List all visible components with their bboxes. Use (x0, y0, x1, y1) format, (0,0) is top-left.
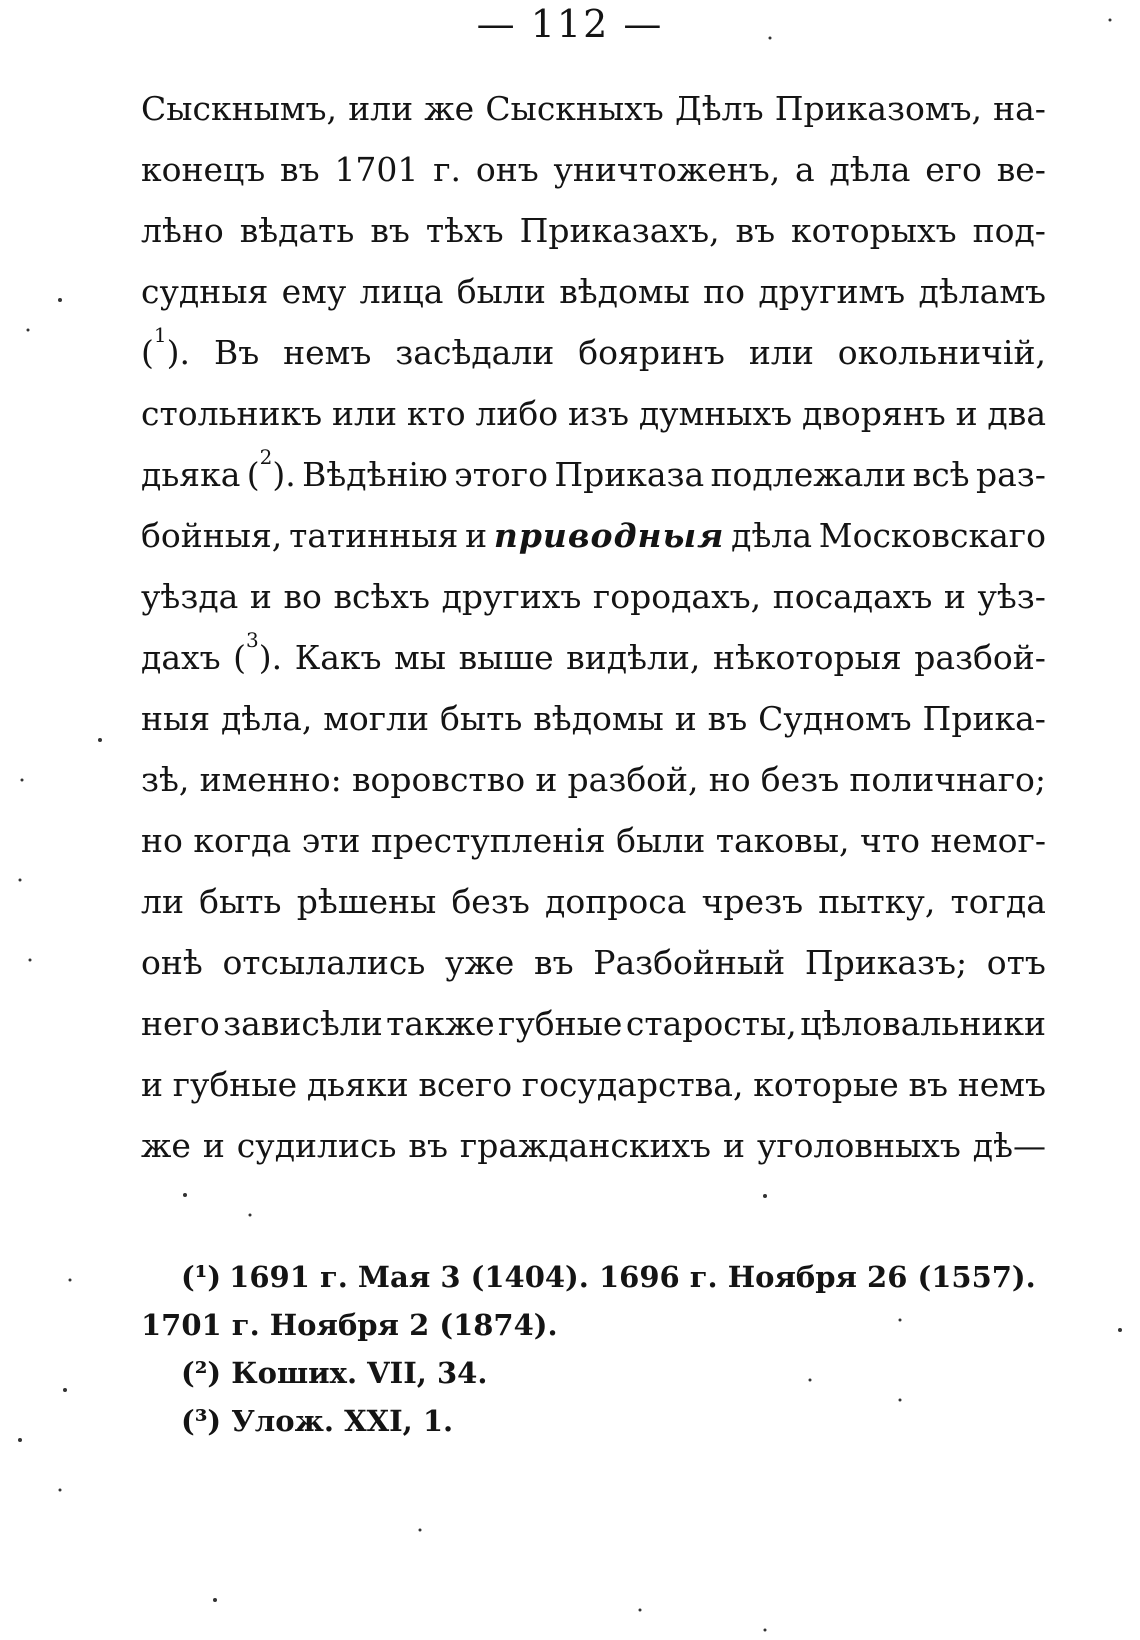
footnote-2-marker: (²) (181, 1356, 222, 1390)
footnote-ref: 3 (246, 628, 259, 652)
word: отъ (986, 943, 1046, 982)
word: и (202, 1126, 225, 1165)
word: Въ (213, 333, 260, 372)
word: же (424, 89, 475, 128)
footnote-1-marker: (¹) (181, 1260, 222, 1294)
text-line (141, 322, 1046, 383)
word: ($^1$). (141, 323, 190, 372)
word: ли (141, 882, 184, 921)
word: онъ (475, 150, 539, 189)
word: въ (280, 150, 320, 189)
word: губные (172, 1065, 298, 1104)
word: по (703, 272, 745, 311)
page-number: — 112 — (476, 2, 664, 46)
word: два (987, 394, 1046, 433)
word: дьяка (141, 455, 241, 494)
word: Московскаго (818, 516, 1046, 555)
word: ныя (141, 699, 211, 738)
word: Дѣлъ (674, 89, 764, 128)
word: кто (406, 394, 466, 433)
word: Приказа (554, 455, 705, 494)
word: и (955, 394, 978, 433)
word: были (456, 272, 546, 311)
word: Сыскнымъ, (141, 89, 338, 128)
footnote-1 (141, 1253, 1046, 1349)
footnote-3-text: Улож. XXI, 1. (231, 1404, 454, 1438)
word: под- (972, 211, 1046, 250)
word: Судномъ (758, 699, 912, 738)
word: быть (439, 699, 523, 738)
word: на- (993, 89, 1046, 128)
word: а (795, 150, 815, 189)
word: допроса (545, 882, 687, 921)
text-line (141, 993, 1046, 1054)
word: дѣла, (220, 699, 313, 738)
word: пытку, (818, 882, 936, 921)
word: либо (475, 394, 559, 433)
text-line (141, 505, 1046, 566)
word: безъ (451, 882, 530, 921)
word: рѣшены (296, 882, 437, 921)
word: выше (458, 638, 554, 677)
word: и (465, 516, 488, 555)
word: судились (236, 1126, 397, 1165)
word: Приказахъ, (519, 211, 720, 250)
footnote-2-text: Коших. VII, 34. (231, 1356, 488, 1390)
text-line (141, 871, 1046, 932)
word: дѣ— (972, 1126, 1046, 1165)
word: конецъ (141, 150, 266, 189)
word: ве- (996, 150, 1046, 189)
word: дѣла (829, 150, 911, 189)
footnote-3-marker: (³) (181, 1404, 222, 1438)
word: засѣдали (395, 333, 555, 372)
word: могли (323, 699, 430, 738)
text-line (141, 261, 1046, 322)
word: всего (418, 1065, 513, 1104)
word: дѣламъ (918, 272, 1046, 311)
text-line (141, 444, 1046, 505)
word: губные (498, 1004, 623, 1043)
word: вѣдомы (559, 272, 690, 311)
word: но (141, 821, 183, 860)
word: разбой- (914, 638, 1046, 677)
word: старосты, (625, 1004, 797, 1043)
word: тѣхъ (425, 211, 504, 250)
word: дьяки (306, 1065, 409, 1104)
word: во (283, 577, 322, 616)
word: или (332, 394, 397, 433)
word: окольничій, (837, 333, 1046, 372)
word: также (386, 1004, 495, 1043)
footnote-2 (141, 1349, 1046, 1397)
word: думныхъ (638, 394, 793, 433)
text-line (141, 383, 1046, 444)
footnote-1-text: 1691 г. Мая 3 (1404). 1696 г. Ноября 26 (1557). (229, 1260, 1036, 1294)
footnote-ref: 1 (153, 323, 167, 347)
word: дахъ (141, 638, 221, 677)
word: таковы, (715, 821, 850, 860)
word: этого (454, 455, 548, 494)
text-line (141, 200, 1046, 261)
word: дѣла (731, 516, 813, 555)
word: подлежали (710, 455, 907, 494)
word: раз- (975, 455, 1046, 494)
word: городахъ, (592, 577, 762, 616)
word: или (748, 333, 814, 372)
word: другихъ (441, 577, 582, 616)
word: бойныя, (141, 516, 283, 555)
word: него (141, 1004, 220, 1043)
word: въ (707, 699, 748, 738)
text-line (141, 932, 1046, 993)
word: немъ (283, 333, 372, 372)
footnote-1-continuation: 1701 г. Ноября 2 (1874). (141, 1308, 558, 1342)
word: уѣз- (977, 577, 1046, 616)
text-line (141, 1054, 1046, 1115)
word: немог- (930, 821, 1046, 860)
word: и (141, 1065, 163, 1104)
word: въ (735, 211, 776, 250)
word: въ (408, 1126, 448, 1165)
word: зѣ, (141, 760, 190, 799)
word: которые (753, 1065, 899, 1104)
word: зависѣли (223, 1004, 383, 1043)
word: цѣловальники (800, 1004, 1046, 1043)
footnotes (141, 1253, 1046, 1445)
word: же (141, 1126, 191, 1165)
word: его (925, 150, 982, 189)
word: которыхъ (791, 211, 957, 250)
word: ($^2$). (246, 445, 296, 494)
word: когда (193, 821, 292, 860)
word: уже (445, 943, 515, 982)
word: разбой, (567, 760, 699, 799)
word: именно: (199, 760, 342, 799)
text-line (141, 1115, 1046, 1176)
word: посадахъ (772, 577, 933, 616)
text-line (141, 749, 1046, 810)
word: эти (301, 821, 361, 860)
word: въ (908, 1065, 949, 1104)
word: дворянъ (802, 394, 946, 433)
text-line (141, 688, 1046, 749)
word: Приказъ; (804, 943, 968, 982)
word: всѣхъ (333, 577, 431, 616)
word: Сыскныхъ (485, 89, 664, 128)
word: мы (394, 638, 447, 677)
word: и (249, 577, 272, 616)
word: воровство (351, 760, 526, 799)
word: что (860, 821, 920, 860)
word: гражданскихъ (459, 1126, 712, 1165)
word: лѣно (141, 211, 224, 250)
word: приводныя (493, 516, 725, 555)
word: преступленія (370, 821, 606, 860)
word: судныя (141, 272, 269, 311)
word: Приказомъ, (774, 89, 982, 128)
word: 1701 (334, 150, 419, 189)
word: г. (433, 150, 462, 189)
word: Прика- (922, 699, 1046, 738)
text-line (141, 78, 1046, 139)
text-line (141, 810, 1046, 871)
word: онѣ (141, 943, 203, 982)
word: государства, (521, 1065, 744, 1104)
word: видѣли, (566, 638, 701, 677)
footnote-ref: 2 (259, 445, 273, 469)
footnote-3 (141, 1397, 1046, 1445)
word: бояринъ (578, 333, 725, 372)
word: ему (281, 272, 347, 311)
word: другимъ (758, 272, 906, 311)
text-line (141, 566, 1046, 627)
text-line (141, 627, 1046, 688)
word: безъ (760, 760, 840, 799)
word: были (616, 821, 706, 860)
word: татинныя (289, 516, 459, 555)
word: и (535, 760, 558, 799)
word: Вѣдѣнію (302, 455, 448, 494)
word: всѣ (912, 455, 970, 494)
word: и (674, 699, 697, 738)
text-line (141, 139, 1046, 200)
word: быть (199, 882, 282, 921)
main-text (141, 78, 1046, 1176)
word: уѣзда (141, 577, 239, 616)
word: изъ (568, 394, 629, 433)
word: въ (370, 211, 410, 250)
word: уголовныхъ (756, 1126, 961, 1165)
word: нѣкоторыя (712, 638, 902, 677)
word: лица (359, 272, 444, 311)
word: но (708, 760, 751, 799)
word: отсылались (222, 943, 426, 982)
word: или (348, 89, 414, 128)
word: вѣдомы (533, 699, 664, 738)
word: немъ (957, 1065, 1046, 1104)
word: и (723, 1126, 746, 1165)
word: Разбойный (593, 943, 786, 982)
word: вѣдать (239, 211, 355, 250)
word: тогда (950, 882, 1046, 921)
word: и (943, 577, 966, 616)
word: уничтоженъ, (553, 150, 781, 189)
word: поличнаго; (849, 760, 1046, 799)
word: Какъ (294, 638, 382, 677)
word: ($^3$). (233, 628, 283, 677)
word: въ (534, 943, 574, 982)
word: стольникъ (141, 394, 323, 433)
word: чрезъ (701, 882, 804, 921)
